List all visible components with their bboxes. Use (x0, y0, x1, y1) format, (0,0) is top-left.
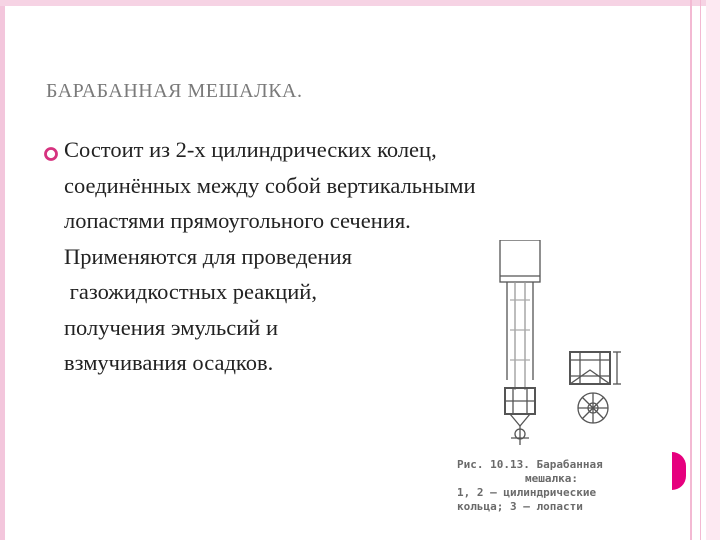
bullet-line: газожидкостных реакций, (64, 279, 317, 304)
bullet-text (64, 132, 476, 381)
bullet-line: лопастями прямоугольного сечения. (64, 208, 411, 233)
bullet-line: взмучивания осадков. (64, 350, 274, 375)
figure-caption-line: мешалка: (525, 472, 578, 485)
frame-left-border (0, 0, 5, 540)
frame-top-border (0, 0, 720, 6)
hollow-circle-bullet-icon (43, 146, 59, 162)
bullet-line: Применяются для проведения (64, 243, 352, 269)
frame-right-band (706, 0, 720, 540)
drum-mixer-drawing (455, 240, 670, 455)
frame-right-line-outer (690, 0, 692, 540)
figure-caption-line: 1, 2 — цилиндрические (457, 486, 597, 499)
bullet-line: Состоит из 2-х цилиндрических колец, (64, 137, 437, 162)
slide-title: БАРАБАННАЯ МЕШАЛКА. (46, 80, 303, 102)
drum-mixer-figure (455, 240, 670, 515)
frame-right-line-inner (700, 0, 701, 540)
figure-caption-line: Рис. 10.13. Барабанная (457, 458, 603, 471)
accent-tab (672, 452, 686, 490)
bullet-line: получения эмульсий и (64, 314, 279, 340)
figure-caption-line: кольца; 3 — лопасти (457, 500, 583, 513)
bullet-line: соединённых между собой вертикальными (64, 172, 476, 198)
